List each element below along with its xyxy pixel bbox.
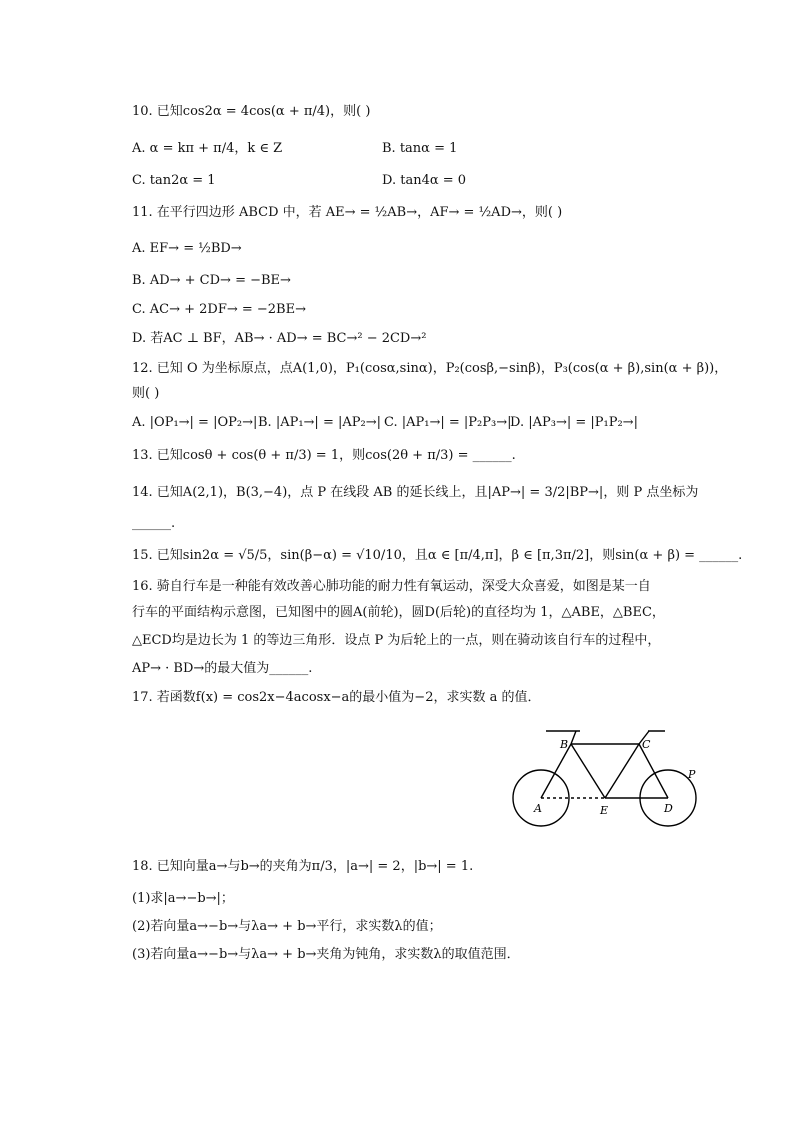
q16-line-2: 行车的平面结构示意图，已知图中的圆A(前轮)，圆D(后轮)的直径均为 1，△ABE，△BEC， <box>132 605 665 620</box>
q12-option-d: D. |AP₃→| = |P₁P₂→| <box>510 415 638 430</box>
q18-part-1: (1)求|a→−b→|； <box>132 891 234 906</box>
label-B: B <box>560 738 569 751</box>
q12-option-c: C. |AP₁→| = |P₂P₃→| <box>384 415 512 430</box>
q11-stem: 11. 在平行四边形 ABCD 中，若 AE→ = ½AB→，AF→ = ½AD→，则( ) <box>132 205 563 220</box>
q15-stem: 15. 已知sin2α = √5/5，sin(β−α) = √10/10，且α ∈ [π/4,π]，β ∈ [π,3π/2]，则sin(α + β) = ______. <box>132 548 743 563</box>
q11-option-d: D. 若AC ⊥ BF，AB→ · AD→ = BC→² − 2CD→² <box>132 331 427 346</box>
q18-stem: 18. 已知向量a→与b→的夹角为π/3，|a→| = 2，|b→| = 1. <box>132 859 474 874</box>
q10-option-a: A. α = kπ + π/4，k ∈ Z <box>132 141 283 156</box>
label-C: C <box>642 738 651 751</box>
q10-option-d: D. tan4α = 0 <box>382 173 467 188</box>
label-A: A <box>534 802 542 815</box>
q14-blank: ______. <box>132 516 176 531</box>
segment-EC <box>605 744 639 798</box>
q11-option-c: C. AC→ + 2DF→ = −2BE→ <box>132 302 306 317</box>
q16-line-4: AP→ · BD→的最大值为______. <box>132 661 313 676</box>
q12-stem: 12. 已知 O 为坐标原点，点A(1,0)，P₁(cosα,sinα)，P₂(cosβ,−sinβ)，P₃(cos(α + β),sin(α + β))， <box>132 361 728 376</box>
q14-stem: 14. 已知A(2,1)，B(3,−4)，点 P 在线段 AB 的延长线上，且|AP→| = 3/2|BP→|，则 P 点坐标为 <box>132 485 699 500</box>
seat-post <box>571 731 576 744</box>
label-E: E <box>600 804 609 817</box>
q10-stem: 10. 已知cos2α = 4cos(α + π/4)，则( ) <box>132 104 371 119</box>
q10-option-c: C. tan2α = 1 <box>132 173 216 188</box>
label-D: D <box>664 802 673 815</box>
q11-option-a: A. EF→ = ½BD→ <box>132 241 242 256</box>
bicycle-figure <box>508 722 708 832</box>
q16-line-1: 16. 骑自行车是一种能有效改善心肺功能的耐力性有氧运动，深受大众喜爱，如图是某一自 <box>132 579 651 594</box>
q12-option-b: B. |AP₁→| = |AP₂→| <box>258 415 381 430</box>
label-P: P <box>688 768 696 781</box>
q12-option-a: A. |OP₁→| = |OP₂→| <box>132 415 258 430</box>
q18-part-3: (3)若向量a→−b→与λa→ + b→夹角为钝角，求实数λ的取值范围． <box>132 947 520 962</box>
q13-stem: 13. 已知cosθ + cos(θ + π/3) = 1，则cos(2θ + π/3) = ______. <box>132 448 516 463</box>
q16-line-3: △ECD均是边长为 1 的等边三角形．设点 P 为后轮上的一点，则在骑动该自行车的过程中， <box>132 633 661 648</box>
q11-option-b: B. AD→ + CD→ = −BE→ <box>132 273 291 288</box>
segment-BE <box>571 744 605 798</box>
q12-stem-cont: 则( ) <box>132 386 160 401</box>
q17-stem: 17. 若函数f(x) = cos2x−4acosx−a的最小值为−2，求实数 a 的值． <box>132 690 541 705</box>
q10-option-b: B. tanα = 1 <box>382 141 458 156</box>
q18-part-2: (2)若向量a→−b→与λa→ + b→平行，求实数λ的值； <box>132 919 442 934</box>
